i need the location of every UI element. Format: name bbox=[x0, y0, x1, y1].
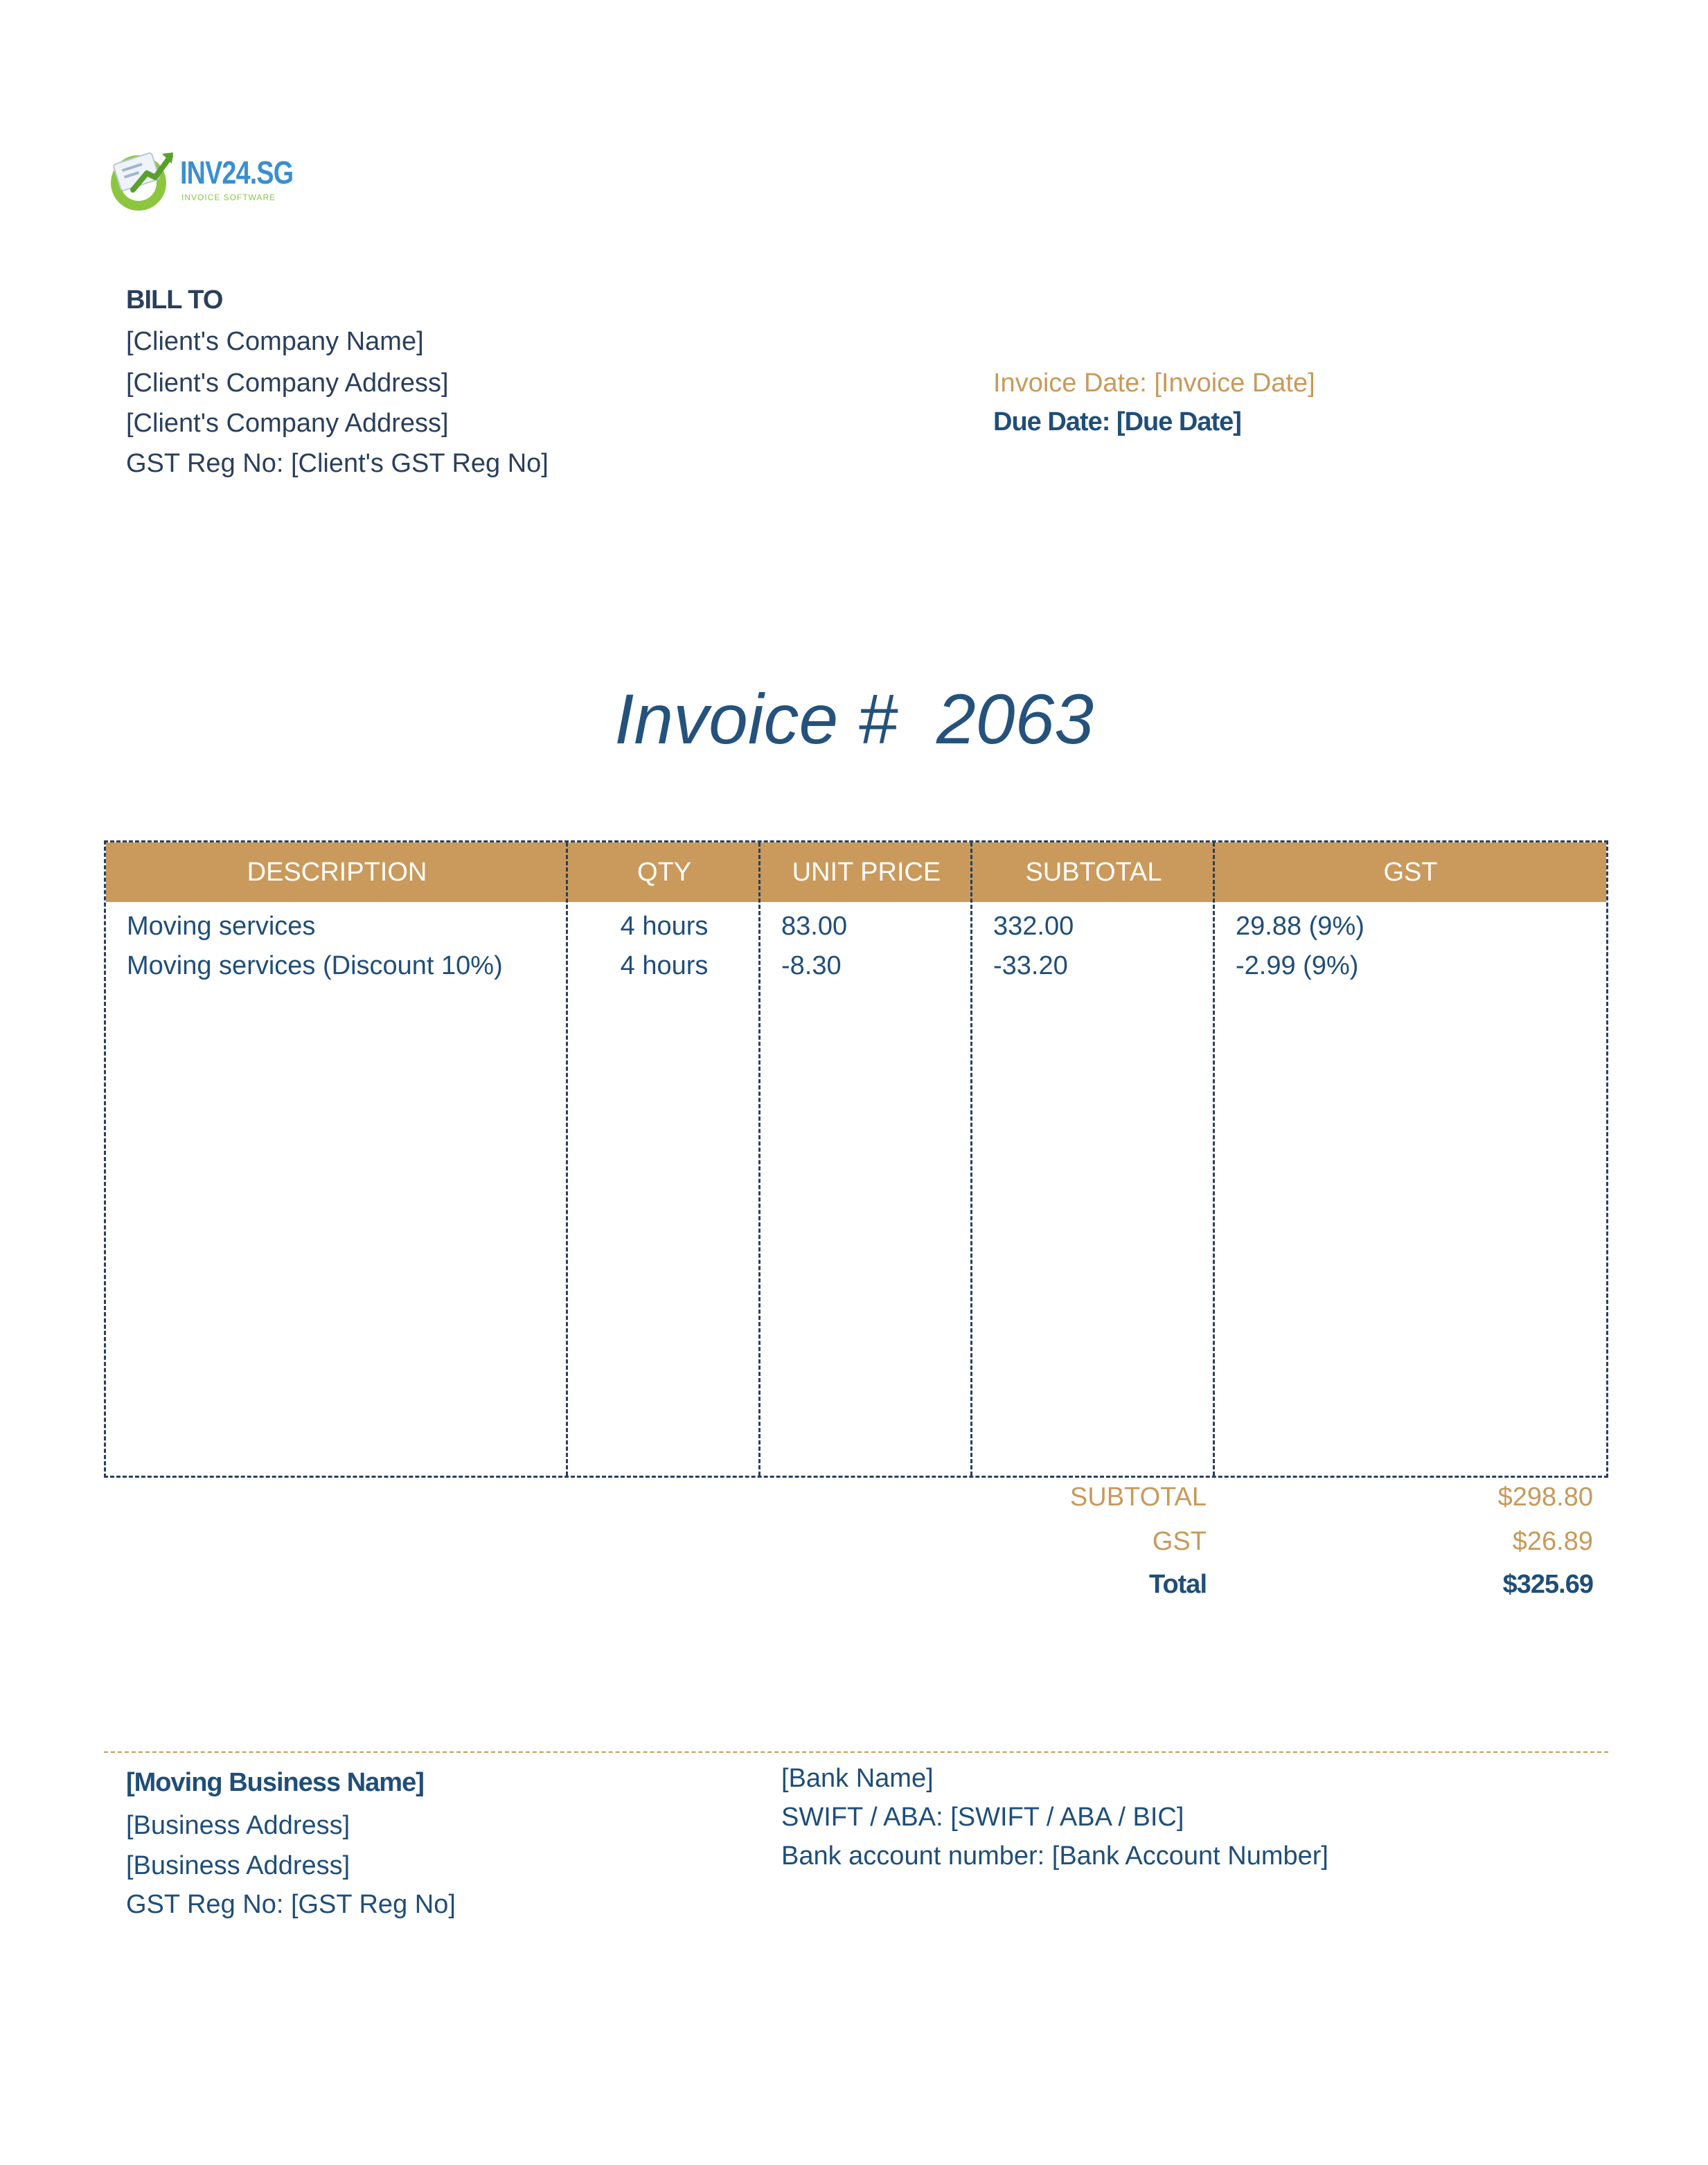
footer-divider bbox=[104, 1751, 1608, 1753]
row-2-gst: -2.99 (9%) bbox=[1236, 951, 1359, 980]
bank-account-number: Bank account number: [Bank Account Number] bbox=[781, 1841, 1328, 1871]
total-value: $325.69 bbox=[1502, 1570, 1593, 1599]
business-address-2: [Business Address] bbox=[126, 1851, 350, 1880]
business-gst-reg: GST Reg No: [GST Reg No] bbox=[126, 1890, 456, 1919]
logo-subtitle: INVOICE SOFTWARE bbox=[181, 193, 276, 202]
row-1-qty: 4 hours bbox=[620, 912, 709, 941]
row-1-unit-price: 83.00 bbox=[781, 912, 848, 941]
invoice-date: Invoice Date: [Invoice Date] bbox=[993, 369, 1315, 398]
due-date: Due Date: [Due Date] bbox=[993, 407, 1241, 436]
business-address-1: [Business Address] bbox=[126, 1811, 350, 1840]
column-divider bbox=[1213, 842, 1215, 1476]
row-1-description: Moving services bbox=[127, 912, 316, 941]
bank-swift: SWIFT / ABA: [SWIFT / ABA / BIC] bbox=[781, 1803, 1184, 1832]
invoice-title: Invoice # 2063 bbox=[614, 680, 1094, 759]
line-items-table bbox=[104, 840, 1608, 1478]
row-2-subtotal: -33.20 bbox=[993, 951, 1068, 980]
row-2-unit-price: -8.30 bbox=[781, 951, 842, 980]
subtotal-label: SUBTOTAL bbox=[1069, 1483, 1207, 1512]
row-1-subtotal: 332.00 bbox=[993, 912, 1074, 941]
column-divider bbox=[970, 842, 972, 1476]
header-description: DESCRIPTION bbox=[247, 858, 427, 887]
logo-mark-icon bbox=[107, 144, 176, 213]
totals-labels bbox=[929, 1483, 1207, 1607]
header-subtotal: SUBTOTAL bbox=[1025, 858, 1162, 887]
totals-values bbox=[1316, 1483, 1593, 1607]
client-company-name: [Client's Company Name] bbox=[126, 327, 424, 356]
client-address-2: [Client's Company Address] bbox=[126, 409, 449, 438]
bill-to-heading: BILL TO bbox=[126, 285, 223, 315]
business-name: [Moving Business Name] bbox=[126, 1768, 424, 1797]
logo-title: INV24.SG bbox=[180, 154, 294, 191]
client-gst-reg: GST Reg No: [Client's GST Reg No] bbox=[126, 449, 549, 478]
subtotal-value: $298.80 bbox=[1497, 1483, 1593, 1512]
row-2-qty: 4 hours bbox=[620, 951, 709, 980]
table-header bbox=[106, 842, 1606, 902]
client-address-1: [Client's Company Address] bbox=[126, 369, 449, 398]
row-2-description: Moving services (Discount 10%) bbox=[127, 951, 503, 980]
header-unit-price: UNIT PRICE bbox=[792, 858, 941, 887]
gst-label: GST bbox=[1152, 1527, 1207, 1556]
gst-value: $26.89 bbox=[1512, 1527, 1593, 1556]
bank-name: [Bank Name] bbox=[781, 1764, 934, 1793]
total-label: Total bbox=[1149, 1570, 1207, 1599]
row-1-gst: 29.88 (9%) bbox=[1236, 912, 1364, 941]
header-qty: QTY bbox=[637, 858, 692, 887]
header-gst: GST bbox=[1383, 858, 1438, 887]
company-logo bbox=[107, 144, 308, 213]
